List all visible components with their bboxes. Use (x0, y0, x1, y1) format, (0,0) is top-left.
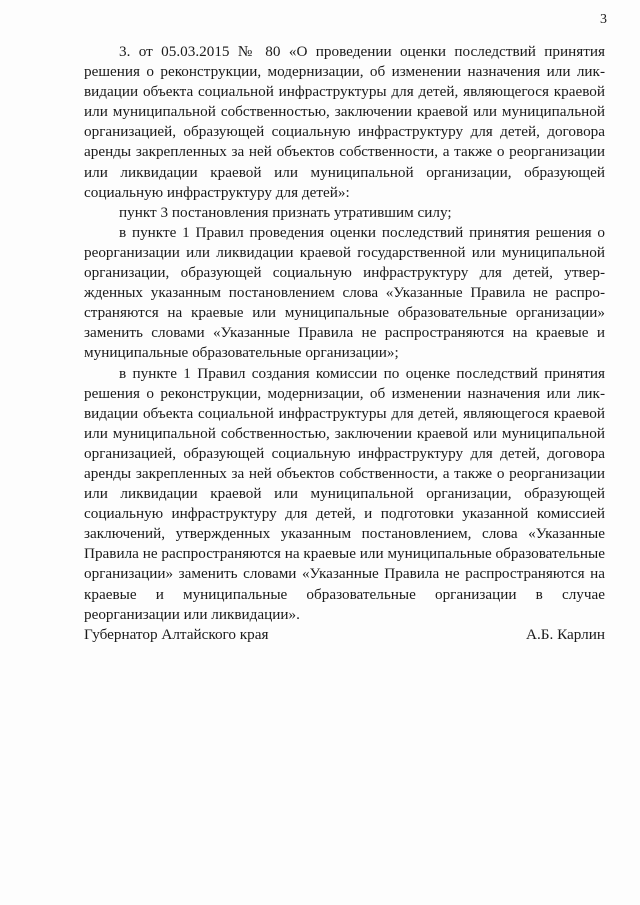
signatory-position: Губернатор Алтайского края (84, 626, 269, 643)
signatory-name: А.Б. Карлин (526, 626, 605, 643)
signature-block (84, 626, 605, 644)
paragraph-rules-assessment: в пункте 1 Правил проведения оценки последствий принятия решения о реорганизации или ликвидации краевой государственной или муниципальной организации, образующей социальную инфраструктуру для детей, утвержденных указанным постановлением слова «Указанные Правила не распространяются на краевые или муниципальные образовательные организации» заменить словами «Указанные Правила не распространяются на краевые и муниципальные образовательные организации»; (84, 223, 605, 362)
paragraph-point-3-revoked: пункт 3 постановления признать утратившим силу; (119, 203, 452, 221)
document-body (84, 42, 605, 625)
paragraph-rules-commission: в пункте 1 Правил создания комиссии по оценке последствий принятия решения о реконструкции, модернизации, об изменении назначения или ликвидации объекта социальной инфраструктуры для детей, являющегося краевой или муниципальной собственностью, заключении краевой или муниципальной организацией, образующей социальную инфраструктуру для детей, договора аренды закрепленных за ней объектов собственности, а также о реорганизации или ликвидации краевой или муниципальной организации, образующей социальную инфраструктуру для детей, и подготовки указанной комиссией заключений, утвержденных указанным постановлением, слова «Указанные Правила не распространяются на краевые или муниципальные образовательные организации» заменить словами «Указанные Правила не распространяются на краевые и муниципальные образовательные организации в случае реорганизации или ликвидации». (84, 364, 605, 623)
paragraph-item-3: 3. от 05.03.2015 № 80 «О проведении оценки последствий принятия решения о реконструкции, модернизации, об изменении назначения или ликвидации объекта социальной инфраструктуры для детей, являющегося краевой или муниципальной собственностью, заключении краевой или муниципальной организацией, образующей социальную инфраструктуру для детей, договора аренды закрепленных за ней объектов собственности, а также о реорганизации или ликвидации краевой или муниципальной организации, образующей социальную инфраструктуру для детей»: (84, 43, 605, 201)
page-number: 3 (600, 12, 607, 27)
